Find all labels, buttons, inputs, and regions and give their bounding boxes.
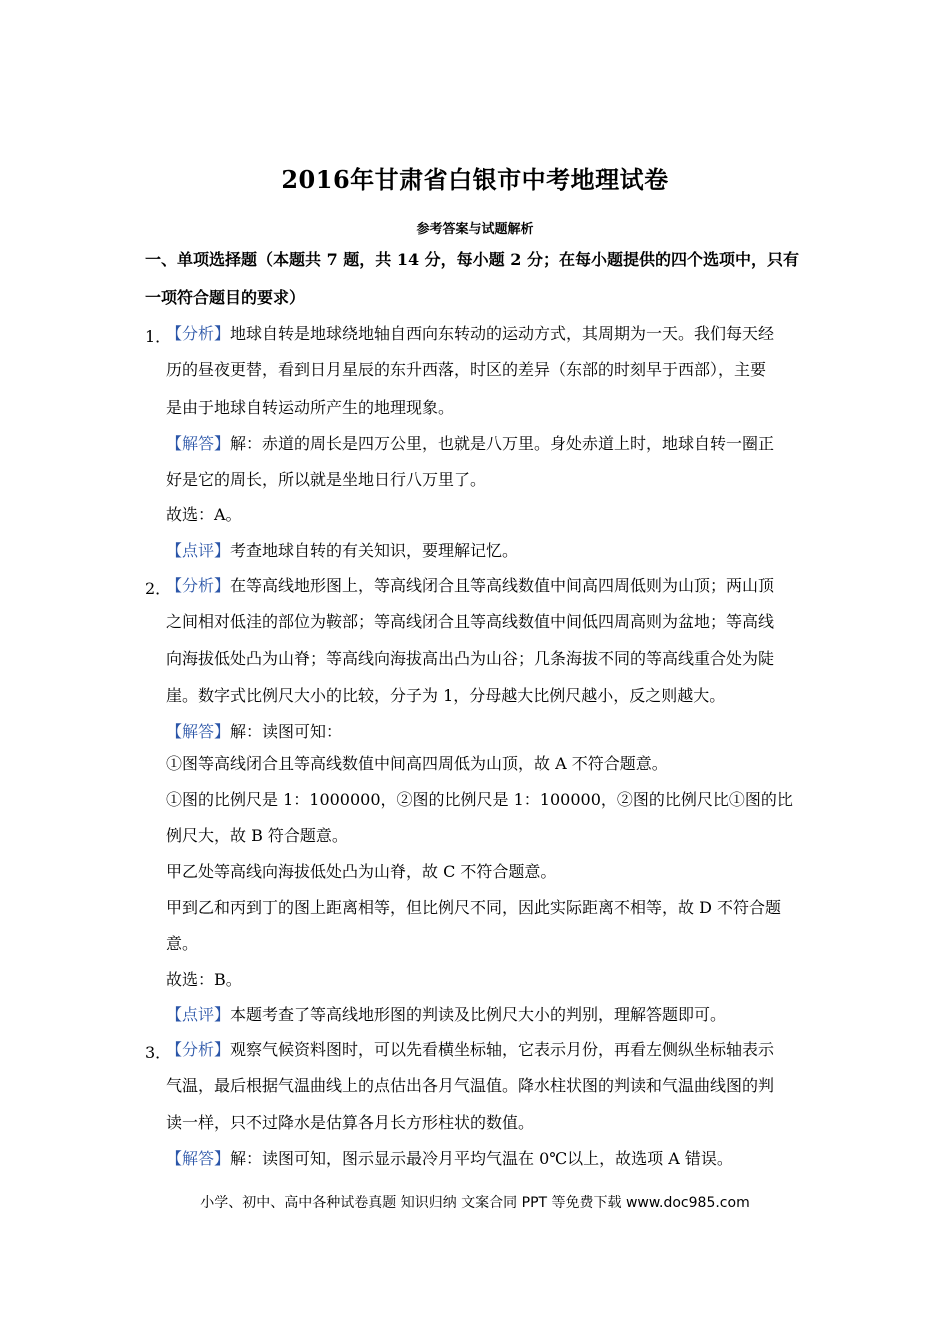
q2-answer-item-d-line-1: 甲到乙和丙到丁的图上距离相等，但比例尺不同，因此实际距离不相等，故 D 不符合题 [166,898,782,917]
q2-analysis-line-3: 向海拔低处凸为山脊；等高线向海拔高出凸为山谷；几条海拔不同的等高线重合处为陡 [166,649,775,668]
q2-answer-item-b-line-1: ①图的比例尺是 1：1000000，②图的比例尺是 1：100000，②图的比例尺比①图的比 [166,790,793,809]
q2-analysis-text-1: 在等高线地形图上，等高线闭合且等高线数值中间高四周低则为山顶；两山顶 [230,576,775,595]
page-footer: 小学、初中、高中各种试卷真题 知识归纳 文案合同 PPT 等免费下载 www.doc985.com [200,1195,750,1211]
question-number-1: 1． [145,327,172,346]
q1-comment-text: 考查地球自转的有关知识，要理解记忆。 [230,541,519,560]
q3-analysis-line-2: 气温，最后根据气温曲线上的点估出各月气温值。降水柱状图的判读和气温曲线图的判 [166,1076,775,1095]
q1-answer-line-2: 好是它的周长，所以就是坐地日行八万里了。 [166,470,487,489]
comment-tag: 【点评】 [166,541,231,560]
q2-answer-item-a: ①图等高线闭合且等高线数值中间高四周低为山顶，故 A 不符合题意。 [166,754,668,773]
q1-choice: 故选：A。 [166,505,242,524]
section-heading-line-2: 一项符合题目的要求） [145,288,306,307]
q3-analysis-text-1: 观察气候资料图时，可以先看横坐标轴，它表示月份，再看左侧纵坐标轴表示 [230,1040,775,1059]
q2-answer-item-b-line-2: 例尺大，故 B 符合题意。 [166,826,348,845]
answer-tag: 【解答】 [166,1149,231,1168]
answer-tag: 【解答】 [166,434,231,453]
q3-analysis-line-1 [166,1040,774,1060]
q2-comment [166,1005,726,1025]
q1-analysis-line-3: 是由于地球自转运动所产生的地理现象。 [166,398,455,417]
q1-answer-text-1: 解：赤道的周长是四万公里，也就是八万里。身处赤道上时，地球自转一圈正 [230,434,775,453]
q2-answer-item-d-line-2: 意。 [166,934,199,953]
page-subtitle: 参考答案与试题解析 [416,222,534,237]
q3-answer-line-1 [166,1149,733,1169]
q2-analysis-line-2: 之间相对低洼的部位为鞍部；等高线闭合且等高线数值中间低四周高则为盆地；等高线 [166,612,775,631]
answer-tag: 【解答】 [166,722,231,741]
q2-choice: 故选：B。 [166,970,242,989]
analysis-tag: 【分析】 [166,324,231,343]
q1-comment [166,541,518,561]
q2-comment-text: 本题考查了等高线地形图的判读及比例尺大小的判别，理解答题即可。 [230,1005,727,1024]
section-heading-line-1: 一、单项选择题（本题共 7 题，共 14 分，每小题 2 分；在每小题提供的四个选项中，只有 [145,250,799,269]
q2-answer-text-1: 解：读图可知： [230,722,343,741]
q2-analysis-line-1 [166,576,774,596]
q2-answer-line-1 [166,722,342,742]
q3-analysis-line-3: 读一样，只不过降水是估算各月长方形柱状的数值。 [166,1113,535,1132]
analysis-tag: 【分析】 [166,576,231,595]
q1-analysis-line-1 [166,324,774,344]
question-number-3: 3． [145,1043,172,1062]
question-number-2: 2． [145,579,172,598]
q1-answer-line-1 [166,434,774,454]
q1-analysis-text-1: 地球自转是地球绕地轴自西向东转动的运动方式，其周期为一天。我们每天经 [230,324,775,343]
analysis-tag: 【分析】 [166,1040,231,1059]
q1-analysis-line-2: 历的昼夜更替，看到日月星辰的东升西落，时区的差异（东部的时刻早于西部），主要 [166,360,767,379]
q2-analysis-line-4: 崖。数字式比例尺大小的比较，分子为 1，分母越大比例尺越小，反之则越大。 [166,686,726,705]
q2-answer-item-c: 甲乙处等高线向海拔低处凸为山脊，故 C 不符合题意。 [166,862,557,881]
comment-tag: 【点评】 [166,1005,231,1024]
page-title: 2016年甘肃省白银市中考地理试卷 [281,165,669,194]
q3-answer-text-1: 解：读图可知，图示显示最冷月平均气温在 0℃以上，故选项 A 错误。 [230,1149,733,1168]
